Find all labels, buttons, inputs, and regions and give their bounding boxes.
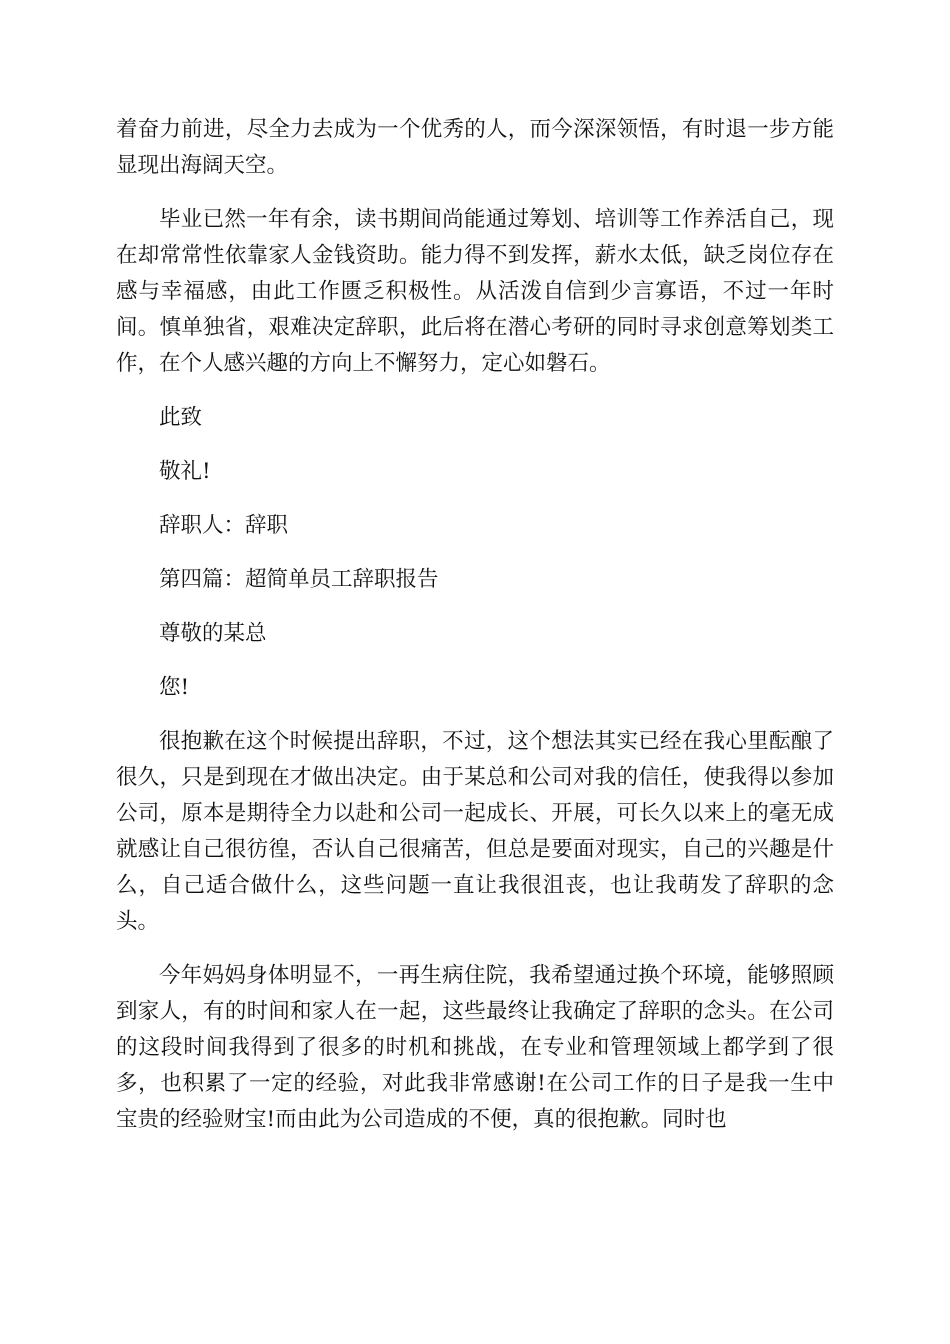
paragraph-continuation: 着奋力前进，尽全力去成为一个优秀的人，而今深深领悟，有时退一步方能显现出海阔天空。 xyxy=(116,117,834,178)
paragraph-apology: 很抱歉在这个时候提出辞职，不过，这个想法其实已经在我心里酝酿了很久，只是到现在才做出决定。由于某总和公司对我的信任，使我得以参加公司，原本是期待全力以赴和公司一起成长、开展，可长久以来上的毫无成就感让自己很彷徨，否认自己很痛苦，但总是要面对现实，自己的兴趣是什么，自己适合做什么，这些问题一直让我很沮丧，也让我萌发了辞职的念头。 xyxy=(116,729,834,934)
signature-line: 辞职人：辞职 xyxy=(159,513,289,538)
closing-cizhi: 此致 xyxy=(159,405,203,430)
paragraph-graduation: 毕业已然一年有余，读书期间尚能通过筹划、培训等工作养活自己，现在却常常性依靠家人金钱资助。能力得不到发挥，薪水太低，缺乏岗位存在感与幸福感，由此工作匮乏积极性。从活泼自信到少言寡语，不过一年时间。慎单独省，艰难决定辞职，此后将在潜心考研的同时寻求创意筹划类工作，在个人感兴趣的方向上不懈努力，定心如磐石。 xyxy=(116,207,834,376)
salutation: 尊敬的某总 xyxy=(159,621,267,646)
document-page xyxy=(116,112,834,1156)
closing-jingli: 敬礼! xyxy=(159,459,211,484)
paragraph-family: 今年妈妈身体明显不，一再生病住院，我希望通过换个环境，能够照顾到家人，有的时间和家人在一起，这些最终让我确定了辞职的念头。在公司的这段时间我得到了很多的时机和挑战，在专业和管理领域上都学到了很多，也积累了一定的经验，对此我非常感谢!在公司工作的日子是我一生中宝贵的经验财宝!而由此为公司造成的不便，真的很抱歉。同时也 xyxy=(116,963,834,1132)
section-heading: 第四篇：超简单员工辞职报告 xyxy=(159,567,439,592)
greeting: 您! xyxy=(159,675,190,700)
